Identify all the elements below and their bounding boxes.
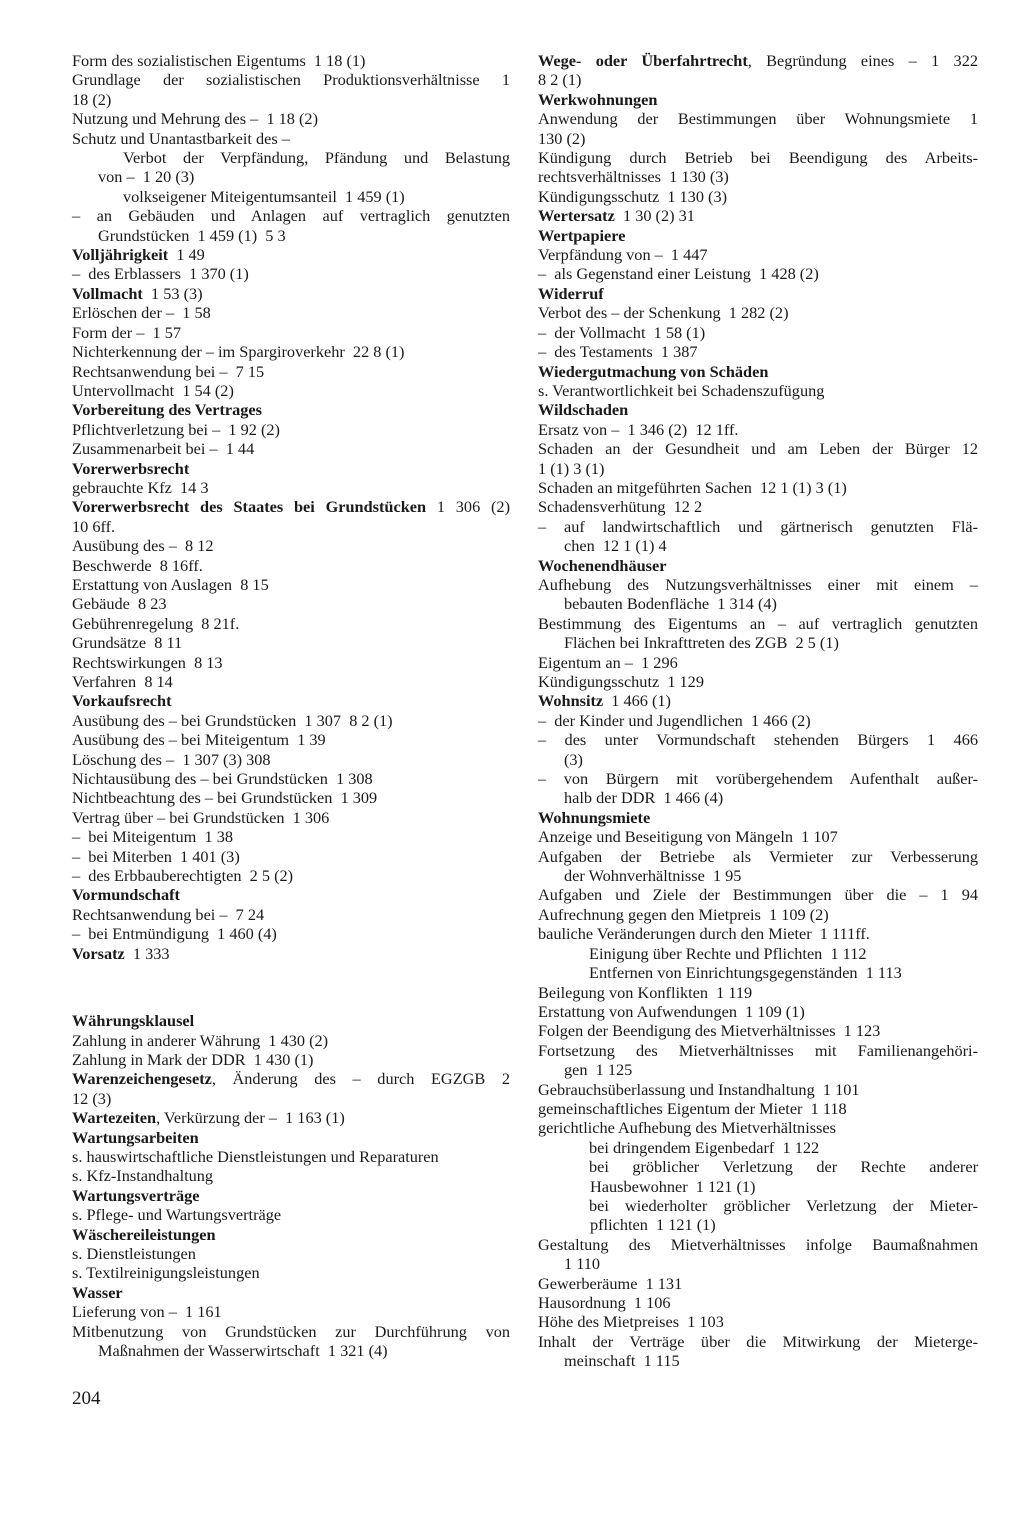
index-entry: Beschwerde 8 16ff. (72, 555, 203, 575)
index-entry: Eigentum an – 1 296 (538, 652, 678, 672)
index-entry: s. Kfz-Instandhaltung (72, 1166, 214, 1186)
index-entry: Erstattung von Auslagen 8 15 (72, 574, 269, 594)
index-entry: Fortsetzung des Mietverhältnisses mit Familienangehöri- (538, 1040, 978, 1060)
index-entry: Gestaltung des Mietverhältnisses infolge Baumaßnahmen (538, 1234, 978, 1254)
index-entry: Gewerberäume 1 131 (538, 1273, 683, 1293)
index-entry: Grundlage der sozialistischen Produktionsverhältnisse 1 (72, 70, 510, 90)
index-entry: 10 6ff. (72, 516, 116, 536)
index-entry: Schutz und Unantastbarkeit des – (72, 128, 290, 148)
index-entry: rechtsverhältnisses 1 130 (3) (538, 167, 729, 187)
index-entry: 18 (2) (72, 89, 112, 109)
index-heading: Volljährigkeit 1 49 (72, 245, 205, 265)
index-entry: Grundsätze 8 11 (72, 633, 183, 653)
index-heading: Warenzeichengesetz, Änderung des – durch EGZGB 2 (72, 1069, 510, 1089)
index-heading: Wildschaden (538, 400, 629, 420)
index-entry: Entfernen von Einrichtungsgegenständen 1 113 (589, 963, 902, 983)
index-entry: Zahlung in Mark der DDR 1 430 (1) (72, 1049, 314, 1069)
index-entry: s. hauswirtschaftliche Dienstleistungen und Reparaturen (72, 1146, 439, 1166)
index-entry: Mitbenutzung von Grundstücken zur Durchführung von (72, 1321, 510, 1341)
index-entry: – an Gebäuden und Anlagen auf vertraglich genutzten (72, 206, 510, 226)
index-entry: Verfahren 8 14 (72, 672, 173, 691)
index-entry: 12 (3) (72, 1088, 112, 1108)
right-column (538, 51, 978, 1371)
index-entry: Beilegung von Konflikten 1 119 (538, 982, 753, 1002)
index-entry: bei wiederholter gröblicher Verletzung der Mieter- (589, 1195, 978, 1215)
index-entry: – bei Miteigentum 1 38 (72, 827, 233, 847)
index-entry: Zusammenarbeit bei – 1 44 (72, 439, 255, 459)
index-entry: Hausbewohner 1 121 (1) (590, 1176, 756, 1196)
index-heading: Währungsklausel (72, 1011, 195, 1031)
index-entry: Kündigungsschutz 1 130 (3) (538, 186, 728, 206)
index-entry: bei dringendem Eigenbedarf 1 122 (589, 1137, 820, 1157)
index-entry: Aufgaben der Betriebe als Vermieter zur Verbesserung (538, 846, 978, 866)
index-entry: Nichtausübung des – bei Grundstücken 1 308 (72, 769, 373, 789)
index-entry: gemeinschaftliches Eigentum der Mieter 1 118 (538, 1098, 847, 1118)
index-entry: – bei Miterben 1 401 (3) (72, 846, 240, 866)
index-heading: Werkwohnungen (538, 89, 658, 109)
index-entry: Schaden an mitgeführten Sachen 12 1 (1) 3 (1) (538, 477, 847, 497)
index-heading: Wartezeiten, Verkürzung der – 1 163 (1) (72, 1108, 345, 1128)
index-entry: bebauten Bodenfläche 1 314 (4) (564, 594, 777, 614)
index-heading: Vollmacht 1 53 (3) (72, 283, 203, 303)
index-entry: meinschaft 1 115 (564, 1351, 680, 1371)
index-entry: Kündigung durch Betrieb bei Beendigung des Arbeits- (538, 148, 978, 168)
index-entry: Aufhebung des Nutzungsverhältnisses einer mit einem – (538, 574, 978, 594)
index-entry: Grundstücken 1 459 (1) 5 3 (98, 225, 286, 245)
index-entry: Form der – 1 57 (72, 322, 181, 342)
index-heading: Wertersatz 1 30 (2) 31 (538, 206, 695, 226)
index-entry: gebrauchte Kfz 14 3 (72, 477, 209, 497)
index-entry: s. Pflege- und Wartungsverträge (72, 1205, 282, 1225)
index-entry: – des Testaments 1 387 (538, 342, 698, 362)
index-entry: Inhalt der Verträge über die Mitwirkung der Mieterge- (538, 1331, 978, 1351)
index-entry: Höhe des Mietpreises 1 103 (538, 1312, 724, 1332)
index-heading: Wartungsverträge (72, 1185, 200, 1205)
index-entry: – von Bürgern mit vorübergehendem Aufenthalt außer- (538, 769, 978, 789)
index-entry: Schadensverhütung 12 2 (538, 497, 703, 517)
index-entry: – der Kinder und Jugendlichen 1 466 (2) (538, 710, 811, 730)
index-entry: 1 (1) 3 (1) (538, 458, 605, 478)
index-entry: Erstattung von Aufwendungen 1 109 (1) (538, 1001, 805, 1021)
index-entry: – des Erbbauberechtigten 2 5 (2) (72, 866, 294, 886)
index-heading: Wiedergutmachung von Schäden (538, 361, 769, 381)
index-entry: Anzeige und Beseitigung von Mängeln 1 107 (538, 827, 838, 847)
index-entry: Ersatz von – 1 346 (2) 12 1ff. (538, 419, 739, 439)
index-entry: Aufgaben und Ziele der Bestimmungen über die – 1 94 (538, 885, 978, 905)
index-entry: Maßnahmen der Wasserwirtschaft 1 321 (4) (98, 1341, 388, 1360)
index-entry: Folgen der Beendigung des Mietverhältnisses 1 123 (538, 1021, 881, 1041)
left-column (72, 51, 510, 1360)
index-entry: chen 12 1 (1) 4 (564, 536, 667, 556)
index-heading: Wartungsarbeiten (72, 1127, 199, 1147)
section-gap (72, 963, 510, 1011)
index-entry: bei gröblicher Verletzung der Rechte anderer (589, 1157, 978, 1177)
index-entry: Flächen bei Inkrafttreten des ZGB 2 5 (1) (564, 633, 839, 653)
index-entry: – der Vollmacht 1 58 (1) (538, 322, 706, 342)
index-entry: – des unter Vormundschaft stehenden Bürgers 1 466 (538, 730, 978, 750)
index-entry: Gebrauchsüberlassung und Instandhaltung 1 101 (538, 1079, 860, 1099)
index-entry: halb der DDR 1 466 (4) (564, 788, 724, 808)
index-entry: Nichtbeachtung des – bei Grundstücken 1 309 (72, 788, 378, 808)
index-entry: Form des sozialistischen Eigentums 1 18 (1) (72, 51, 366, 70)
index-heading: Vorbereitung des Vertrages (72, 400, 262, 420)
index-entry: Schaden an der Gesundheit und am Leben der Bürger 12 (538, 439, 978, 459)
index-heading: Widerruf (538, 283, 604, 303)
index-entry: Vertrag über – bei Grundstücken 1 306 (72, 807, 330, 827)
index-entry: Ausübung des – bei Grundstücken 1 307 8 2 (1) (72, 710, 393, 730)
index-entry: Hausordnung 1 106 (538, 1293, 671, 1312)
index-entry: Rechtsanwendung bei – 7 15 (72, 361, 265, 381)
index-entry: gerichtliche Aufhebung des Mietverhältnisses (538, 1118, 836, 1138)
index-entry: Verbot des – der Schenkung 1 282 (2) (538, 303, 789, 323)
index-entry: 8 2 (1) (538, 70, 582, 90)
index-entry: Anwendung der Bestimmungen über Wohnungsmiete 1 (538, 109, 978, 129)
index-entry: Verpfändung von – 1 447 (538, 245, 708, 265)
index-entry: Einigung über Rechte und Pflichten 1 112 (589, 943, 867, 963)
index-heading: Wäschereileistungen (72, 1224, 216, 1244)
index-entry: der Wohnverhältnisse 1 95 (564, 866, 742, 886)
index-entry: s. Textilreinigungsleistungen (72, 1263, 260, 1283)
page-number: 204 (72, 1388, 101, 1409)
index-entry: Untervollmacht 1 54 (2) (72, 380, 234, 400)
index-entry: gen 1 125 (564, 1060, 633, 1080)
index-entry: Kündigungsschutz 1 129 (538, 672, 704, 691)
index-entry: pflichten 1 121 (1) (590, 1215, 716, 1235)
index-heading: Wohnsitz 1 466 (1) (538, 691, 671, 711)
index-entry: s. Verantwortlichkeit bei Schadenszufügung (538, 380, 825, 400)
index-entry: Verbot der Verpfändung, Pfändung und Belastung (123, 148, 510, 168)
index-heading: Wege- oder Überfahrtrecht, Begründung eines – 1 322 (538, 51, 978, 70)
index-entry: 130 (2) (538, 128, 586, 148)
index-entry: – als Gegenstand einer Leistung 1 428 (2) (538, 264, 819, 284)
index-entry: Rechtswirkungen 8 13 (72, 652, 223, 672)
index-entry: Pflichtverletzung bei – 1 92 (2) (72, 419, 280, 439)
index-heading: Vorkaufsrecht (72, 691, 172, 711)
index-entry: Lieferung von – 1 161 (72, 1302, 222, 1322)
index-entry: Bestimmung des Eigentums an – auf vertraglich genutzten (538, 613, 978, 633)
index-entry: Nichterkennung der – im Spargiroverkehr 22 8 (1) (72, 342, 405, 362)
index-entry: – bei Entmündigung 1 460 (4) (72, 924, 277, 944)
index-heading: Wochenendhäuser (538, 555, 667, 575)
index-entry: – auf landwirtschaftlich und gärtnerisch genutzten Flä- (538, 516, 978, 536)
index-entry: 1 110 (564, 1254, 601, 1274)
index-heading: Wertpapiere (538, 225, 626, 245)
index-entry: – des Erblassers 1 370 (1) (72, 264, 249, 284)
index-entry: Zahlung in anderer Währung 1 430 (2) (72, 1030, 329, 1050)
index-entry: s. Dienstleistungen (72, 1243, 196, 1263)
index-heading: Vormundschaft (72, 885, 180, 905)
index-entry: Rechtsanwendung bei – 7 24 (72, 904, 265, 924)
index-entry: Löschung des – 1 307 (3) 308 (72, 749, 271, 769)
index-entry: volkseigener Miteigentumsanteil 1 459 (1) (123, 186, 405, 206)
index-entry: Ausübung des – 8 12 (72, 536, 214, 556)
index-heading: Vorsatz 1 333 (72, 943, 170, 963)
index-entry: Nutzung und Mehrung des – 1 18 (2) (72, 109, 318, 129)
index-entry: Ausübung des – bei Miteigentum 1 39 (72, 730, 326, 750)
index-entry: Gebührenregelung 8 21f. (72, 613, 240, 633)
index-entry: von – 1 20 (3) (98, 167, 195, 187)
index-entry: Gebäude 8 23 (72, 594, 167, 614)
index-entry: (3) (564, 749, 583, 769)
index-entry: Aufrechnung gegen den Mietpreis 1 109 (2) (538, 904, 829, 924)
index-heading: Wasser (72, 1282, 123, 1302)
index-heading: Vorerwerbsrecht (72, 458, 190, 478)
index-heading: Wohnungsmiete (538, 807, 651, 827)
index-entry: bauliche Veränderungen durch den Mieter 1 111ff. (538, 924, 870, 944)
index-entry: Erlöschen der – 1 58 (72, 303, 211, 323)
index-heading: Vorerwerbsrecht des Staates bei Grundstücken 1 306 (2) (72, 497, 510, 517)
